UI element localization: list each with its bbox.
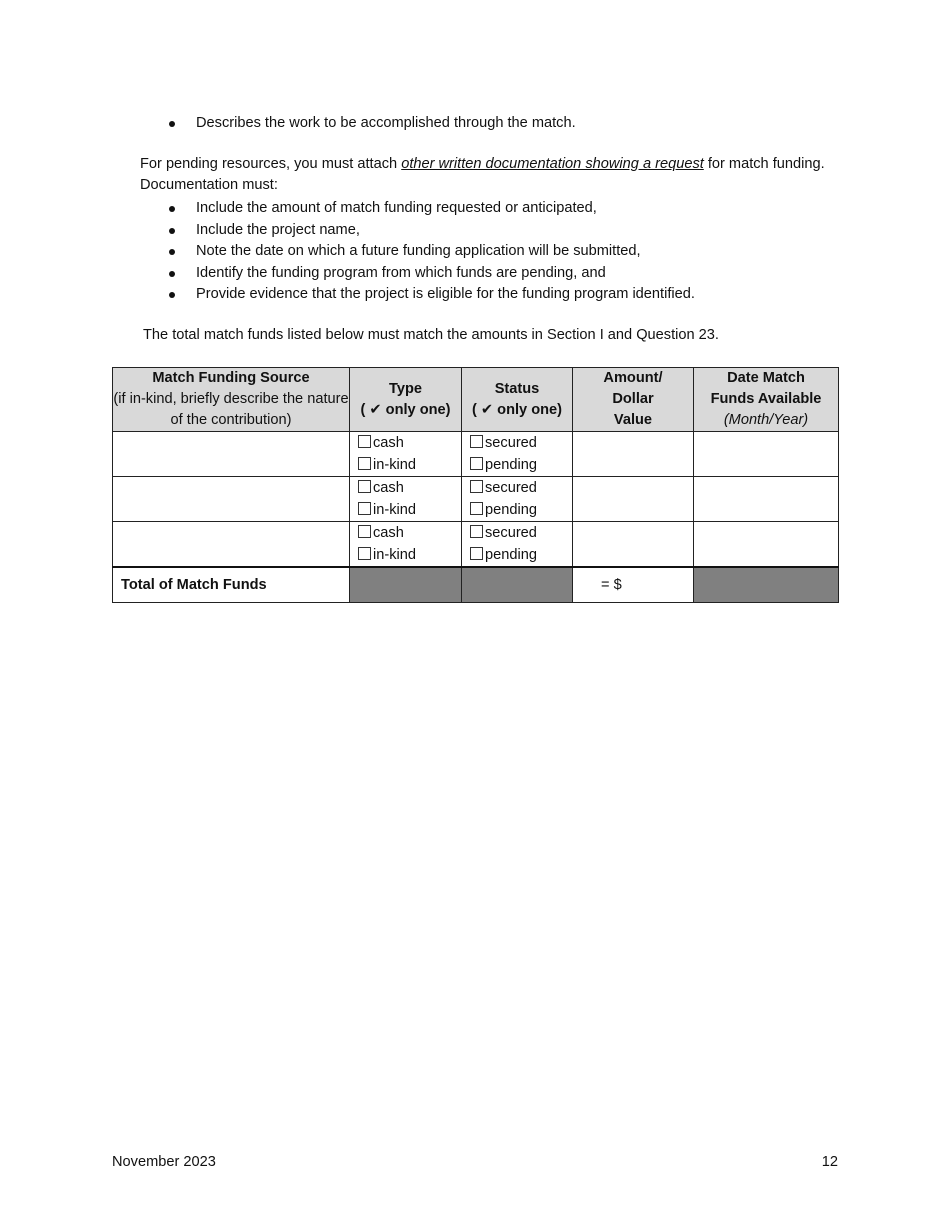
type-cell bbox=[350, 432, 462, 477]
option-label: in-kind bbox=[373, 547, 416, 563]
type-option-cash[interactable] bbox=[358, 432, 461, 454]
table-row bbox=[113, 522, 839, 568]
status-option-secured[interactable] bbox=[470, 432, 572, 454]
bullet-text: Note the date on which a future funding application will be submitted, bbox=[196, 243, 641, 259]
table-row bbox=[113, 477, 839, 522]
type-option-in-kind[interactable] bbox=[358, 499, 461, 521]
list-item bbox=[0, 284, 695, 306]
total-match-note: The total match funds listed below must match the amounts in Section I and Question 23. bbox=[143, 327, 719, 343]
option-label: in-kind bbox=[373, 457, 416, 473]
pending-text-emphasis: other written documentation showing a request bbox=[401, 156, 704, 172]
status-option-pending[interactable] bbox=[470, 454, 572, 476]
type-cell bbox=[350, 477, 462, 522]
header-date-line3: (Month/Year) bbox=[723, 412, 809, 428]
checkbox-icon[interactable] bbox=[358, 547, 371, 560]
checkbox-icon[interactable] bbox=[358, 502, 371, 515]
list-item bbox=[0, 198, 695, 220]
checkbox-icon[interactable] bbox=[358, 435, 371, 448]
header-date-match bbox=[694, 368, 839, 432]
pending-text-after: for match funding. Documentation must: bbox=[140, 156, 825, 193]
checkbox-icon[interactable] bbox=[470, 525, 483, 538]
status-cell bbox=[462, 522, 573, 568]
header-date-line2: Funds Available bbox=[710, 391, 822, 407]
checkbox-icon[interactable] bbox=[470, 480, 483, 493]
list-item bbox=[0, 113, 576, 135]
option-label: secured bbox=[485, 480, 537, 496]
date-cell[interactable] bbox=[694, 522, 839, 568]
pending-resources-paragraph bbox=[140, 154, 830, 196]
match-funding-table bbox=[112, 367, 839, 603]
status-option-secured[interactable] bbox=[470, 477, 572, 499]
total-label: Total of Match Funds bbox=[113, 567, 350, 603]
header-date-line1: Date Match bbox=[727, 370, 805, 386]
shaded-cell-type bbox=[350, 567, 462, 603]
header-amount-line2: Dollar bbox=[612, 391, 654, 407]
bullet-icon bbox=[169, 271, 175, 277]
type-option-cash[interactable] bbox=[358, 477, 461, 499]
header-match-funding-source bbox=[113, 368, 350, 432]
total-row bbox=[113, 567, 839, 603]
checkbox-icon[interactable] bbox=[358, 480, 371, 493]
header-amount-line3: Value bbox=[613, 412, 653, 428]
type-option-in-kind[interactable] bbox=[358, 544, 461, 566]
option-label: cash bbox=[373, 525, 404, 541]
checkbox-icon[interactable] bbox=[358, 457, 371, 470]
bullet-text: Include the amount of match funding requested or anticipated, bbox=[196, 200, 597, 216]
amount-cell[interactable] bbox=[573, 477, 694, 522]
checkbox-icon[interactable] bbox=[358, 525, 371, 538]
amount-cell[interactable] bbox=[573, 432, 694, 477]
bullet-list-pending bbox=[0, 198, 695, 306]
checkbox-icon[interactable] bbox=[470, 457, 483, 470]
bullet-list-top bbox=[0, 113, 576, 135]
shaded-cell-date bbox=[694, 567, 839, 603]
table-row bbox=[113, 432, 839, 477]
bullet-icon bbox=[169, 121, 175, 127]
date-cell[interactable] bbox=[694, 477, 839, 522]
status-option-pending[interactable] bbox=[470, 544, 572, 566]
status-option-pending[interactable] bbox=[470, 499, 572, 521]
source-cell[interactable] bbox=[113, 522, 350, 568]
checkbox-icon[interactable] bbox=[470, 435, 483, 448]
bullet-text: Provide evidence that the project is eligible for the funding program identified. bbox=[196, 286, 695, 302]
header-amount-line1: Amount/ bbox=[603, 370, 663, 386]
list-item bbox=[0, 263, 695, 285]
bullet-text: Identify the funding program from which funds are pending, and bbox=[196, 264, 606, 281]
list-item bbox=[0, 241, 695, 263]
amount-cell[interactable] bbox=[573, 522, 694, 568]
shaded-cell-status bbox=[462, 567, 573, 603]
header-type-title: Type bbox=[389, 380, 422, 397]
option-label: secured bbox=[485, 525, 537, 541]
total-amount-cell[interactable]: = $ bbox=[573, 567, 694, 603]
option-label: in-kind bbox=[373, 502, 416, 518]
footer-page-number: 12 bbox=[821, 1154, 838, 1170]
source-cell[interactable] bbox=[113, 432, 350, 477]
option-label: secured bbox=[485, 435, 537, 451]
header-source-title: Match Funding Source bbox=[152, 370, 310, 386]
status-cell bbox=[462, 432, 573, 477]
option-label: pending bbox=[485, 457, 537, 473]
pending-text-before: For pending resources, you must attach bbox=[140, 156, 402, 172]
bullet-icon bbox=[169, 228, 175, 234]
option-label: cash bbox=[373, 435, 404, 451]
list-item bbox=[0, 220, 695, 242]
option-label: pending bbox=[485, 502, 537, 518]
date-cell[interactable] bbox=[694, 432, 839, 477]
type-option-cash[interactable] bbox=[358, 522, 461, 544]
header-status bbox=[462, 368, 573, 432]
bullet-text: Include the project name, bbox=[196, 221, 360, 238]
header-status-title: Status bbox=[494, 380, 540, 397]
option-label: cash bbox=[373, 480, 404, 496]
table-header-row bbox=[113, 368, 839, 432]
checkbox-icon[interactable] bbox=[470, 547, 483, 560]
status-option-secured[interactable] bbox=[470, 522, 572, 544]
option-label: pending bbox=[485, 547, 537, 563]
header-amount bbox=[573, 368, 694, 432]
bullet-icon bbox=[169, 292, 175, 298]
bullet-icon bbox=[169, 206, 175, 212]
header-type bbox=[350, 368, 462, 432]
type-option-in-kind[interactable] bbox=[358, 454, 461, 476]
bullet-icon bbox=[169, 249, 175, 255]
source-cell[interactable] bbox=[113, 477, 350, 522]
footer-date: November 2023 bbox=[112, 1154, 216, 1170]
header-status-subtitle: ( ✔ only one) bbox=[471, 401, 563, 418]
status-cell bbox=[462, 477, 573, 522]
checkbox-icon[interactable] bbox=[470, 502, 483, 515]
bullet-text: Describes the work to be accomplished through the match. bbox=[196, 115, 576, 131]
header-source-subtitle: (if in-kind, briefly describe the nature of the contribution) bbox=[113, 391, 349, 428]
header-type-subtitle: ( ✔ only one) bbox=[360, 401, 451, 418]
type-cell bbox=[350, 522, 462, 568]
